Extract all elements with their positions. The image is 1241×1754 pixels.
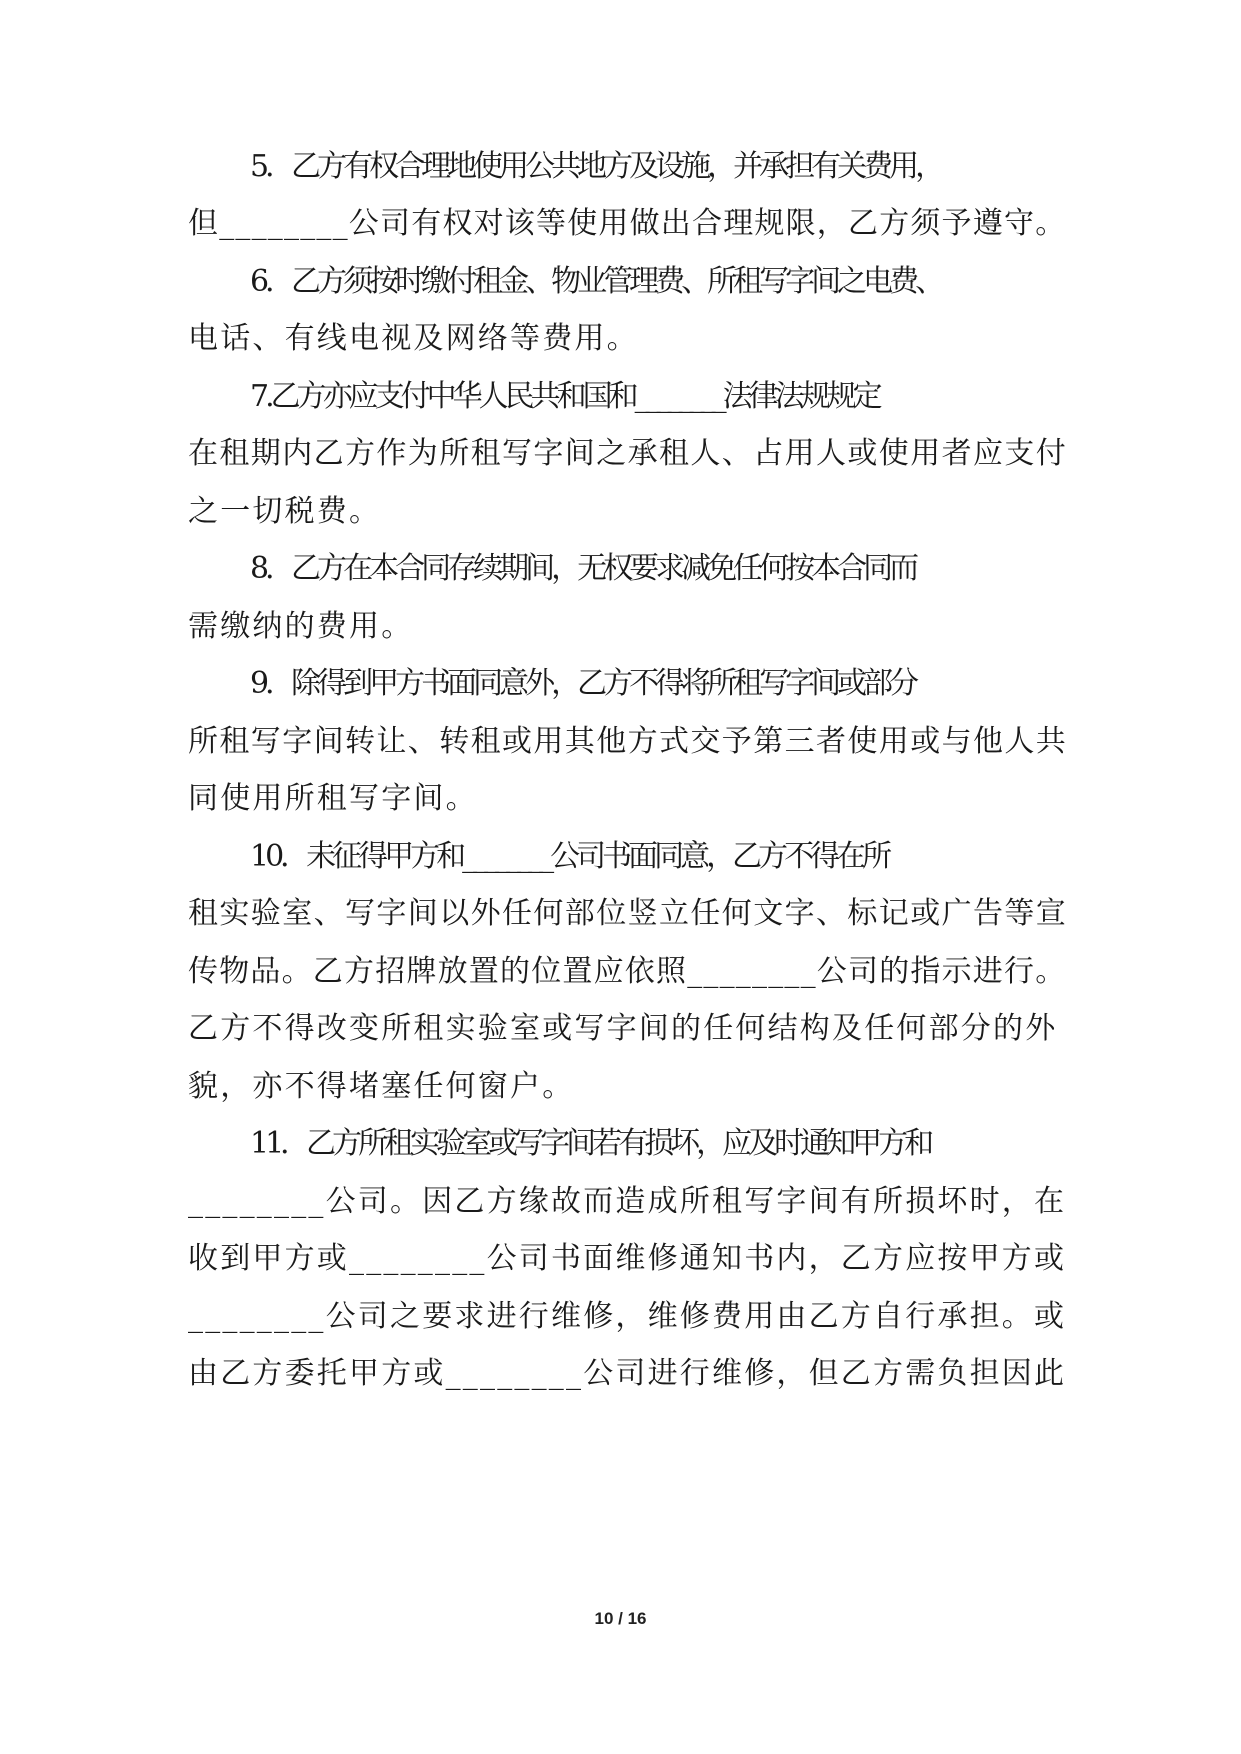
text-line: 传物品。乙方招牌放置的位置应依照________公司的指示进行。 bbox=[188, 954, 1067, 989]
text-line: 7.乙方亦应支付中华人民共和国和________法律法规规定 bbox=[250, 379, 879, 414]
text-line: 6．乙方须按时缴付租金、物业管理费、所租写字间之电费、 bbox=[250, 264, 942, 299]
text-line: 但________公司有权对该等使用做出合理规限，乙方须予遵守。 bbox=[188, 206, 1067, 241]
text-line: 收到甲方或________公司书面维修通知书内，乙方应按甲方或 bbox=[188, 1241, 1067, 1276]
text-line: 乙方不得改变所租实验室或写字间的任何结构及任何部分的外 bbox=[188, 1011, 1058, 1046]
text-line: 8．乙方在本合同存续期间，无权要求减免任何按本合同而 bbox=[250, 551, 916, 586]
text-line: 11．乙方所租实验室或写字间若有损坏，应及时通知甲方和 bbox=[250, 1126, 931, 1161]
text-line: 貌，亦不得堵塞任何窗户。 bbox=[188, 1069, 575, 1104]
text-line: 10．未征得甲方和________公司书面同意，乙方不得在所 bbox=[250, 839, 889, 874]
text-line: ________公司之要求进行维修，维修费用由乙方自行承担。或 bbox=[188, 1299, 1067, 1334]
text-line: 同使用所租写字间。 bbox=[188, 781, 478, 816]
text-line: 由乙方委托甲方或________公司进行维修，但乙方需负担因此 bbox=[188, 1356, 1067, 1391]
text-line: 在租期内乙方作为所租写字间之承租人、占用人或使用者应支付 bbox=[188, 436, 1068, 471]
text-line: ________公司。因乙方缘故而造成所租写字间有所损坏时，在 bbox=[188, 1184, 1067, 1219]
text-line: 9．除得到甲方书面同意外，乙方不得将所租写字间或部分 bbox=[250, 666, 916, 701]
text-line: 租实验室、写字间以外任何部位竖立任何文字、标记或广告等宣 bbox=[188, 896, 1068, 931]
text-line: 之一切税费。 bbox=[188, 494, 382, 529]
text-line: 需缴纳的费用。 bbox=[188, 609, 414, 644]
text-line: 电话、有线电视及网络等费用。 bbox=[188, 321, 639, 356]
text-line: 所租写字间转让、转租或用其他方式交予第三者使用或与他人共 bbox=[188, 724, 1068, 759]
text-line: 5．乙方有权合理地使用公共地方及设施，并承担有关费用， bbox=[250, 149, 942, 184]
page-number: 10 / 16 bbox=[594, 1609, 647, 1628]
